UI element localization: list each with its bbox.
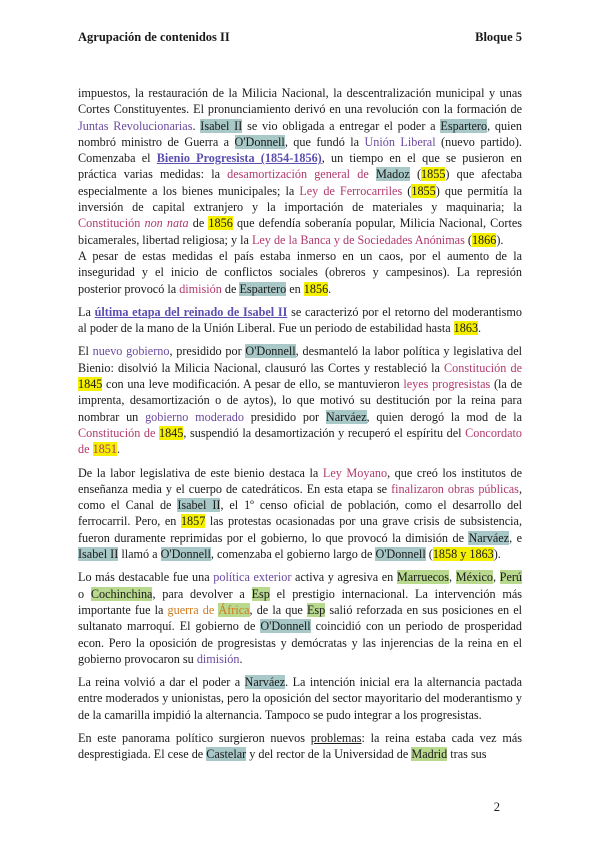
date-1866: 1866	[471, 232, 497, 247]
person-isabel: Isabel II	[177, 498, 221, 513]
term-constitucion-1845: Constitución de	[78, 425, 159, 440]
person-narvaez: Narváez	[244, 675, 286, 690]
term-ley-moyano: Ley Moyano	[322, 465, 388, 480]
paragraph-1: impuestos, la restauración de la Milicia Nacional, la descentralización municipal y unas Cortes Constituyentes. El pronunciamiento derivó en una revolución con la formación de Juntas Revolucionarias. Isabel II se vio obligada a entregar el poder a Espartero, quien nombró ministro de Guerra a O'Donnell, que fundó la Unión Liberal (nuevo partido). Comenzaba el Bienio Progresista (1854-1856), un tiempo en el que se pusieron en práctica varias medidas: la desamortización general de Madoz (1855) que afectaba especialmente a los bienes municipales; la Ley de Ferrocarriles (1855) que permitía la inversión de capital extranjero y la importación de materiales y maquinaria; la Constitución non nata de 1856 que defendía soberanía popular, Milicia Nacional, Cortes bicamerales, libertad religiosa; y la Ley de la Banca y de Sociedades Anónimas (1866).	[78, 86, 523, 247]
person-isabel: Isabel II	[78, 547, 119, 562]
date-1845: 1845	[78, 377, 103, 392]
paragraph-4: El nuevo gobierno, presidido por O'Donnell, desmanteló la labor política y legislativa del Bienio: disolvió la Milicia Nacional, clausuró las Cortes y restableció la Constitución de 1845 con una leve modificación. A pesar de ello, se mantuvieron leyes progresistas (la de imprenta, desamortización o de aytos), lo que motivó su destitución por la reina para nombrar un gobierno moderado presidido por Narváez, quien derogó la mod de la Constitución de 1845, suspendió la desamortización y recuperó el espíritu del Concordato de 1851.	[78, 344, 522, 457]
date-1857: 1857	[180, 514, 206, 529]
date-1855: 1855	[421, 167, 446, 182]
term-constitucion: Constitución	[78, 216, 141, 231]
paragraph-7: La reina volvió a dar el poder a Narváez. La intención inicial era la alternancia pactada entre moderados y unionistas, pero la oposición del sector mayoritario del moderantismo y de la camarilla impidió la alternancia. Tampoco se pudo integrar a los progresistas.	[78, 675, 522, 722]
term-dimision: dimisión	[179, 281, 222, 296]
date-1856: 1856	[208, 216, 233, 231]
place-espana: Esp	[306, 602, 326, 617]
place-cochinchina: Cochinchina	[90, 586, 153, 601]
person-madoz: Madoz	[375, 167, 410, 182]
person-narvaez: Narváez	[468, 530, 510, 545]
place-africa: África	[218, 602, 250, 617]
term-constitucion-1845: Constitución de	[444, 360, 522, 375]
person-odonnell: O'Donnell	[375, 547, 426, 562]
header-title: Agrupación de contenidos II	[78, 30, 230, 44]
term-leyes-progresistas: leyes progresistas	[403, 377, 491, 392]
person-odonnell: O'Donnell	[160, 547, 211, 562]
term-obras-publicas: finalizaron obras públicas	[391, 481, 519, 496]
paragraph-2: A pesar de estas medidas el país estaba inmerso en un caos, por el aumento de la inseguridad y el inicio de conflictos sociales (obreros y campesinos). La represión posterior provocó la dimisión de Espartero en 1856.	[78, 248, 522, 296]
person-espartero: Espartero	[239, 281, 287, 296]
paragraph-8: En este panorama político surgieron nuevos problemas: la reina estaba cada vez más desprestigiada. El cese de Castelar y del rector de la Universidad de Madrid tras sus	[78, 730, 522, 762]
term-concordato: Concordato de	[78, 425, 522, 457]
person-isabel: Isabel II	[200, 118, 243, 133]
person-odonnell: O'Donnell	[260, 619, 311, 634]
term-politica-exterior: política exterior	[213, 570, 292, 585]
place-mexico: México	[455, 570, 493, 585]
link-ultima-etapa[interactable]: última etapa del reinado de Isabel II	[94, 304, 288, 319]
paragraph-5: De la labor legislativa de este bienio destaca la Ley Moyano, que creó los institutos de enseñanza media y el cuerpo de catedráticos. En esta etapa se finalizaron obras públicas, como el Canal de Isabel II, el 1º censo oficial de población, como el desarrollo del ferrocarril. Pero, en 1857 las protestas ocasionadas por una grave crisis de subsistencia, fueron duramente reprimidas por el gobierno, lo que provocó la dimisión de Narváez, e Isabel II llamó a O'Donnell, comenzaba el gobierno largo de O'Donnell (1858 y 1863).	[78, 465, 523, 562]
person-odonnell: O'Donnell	[245, 344, 296, 359]
place-madrid: Madrid	[411, 747, 448, 762]
person-castelar: Castelar	[206, 747, 247, 762]
person-narvaez: Narváez	[325, 409, 367, 424]
date-1855: 1855	[411, 183, 436, 198]
page-header	[78, 30, 522, 46]
term-guerra-africa: guerra de	[167, 602, 219, 617]
date-1858-1863: 1858 y 1863	[432, 547, 494, 562]
link-bienio-progresista[interactable]: Bienio Progresista (1854-1856)	[156, 151, 322, 166]
term-gobierno-moderado: gobierno moderado	[145, 409, 244, 424]
term-ley-banca: Ley de la Banca y de Sociedades Anónimas	[251, 232, 465, 247]
term-ley-ferrocarriles: Ley de Ferrocarriles	[299, 183, 403, 198]
place-marruecos: Marruecos	[396, 570, 450, 585]
person-espartero: Espartero	[440, 118, 488, 133]
term-juntas: Juntas Revolucionarias	[78, 118, 193, 133]
header-section: Bloque 5	[475, 30, 522, 44]
place-espana: Esp	[251, 586, 270, 601]
term-nuevo-gobierno: nuevo gobierno	[92, 344, 170, 359]
term-desamortizacion: desamortización general de	[227, 167, 376, 182]
document-body	[78, 85, 522, 770]
place-peru: Perú	[499, 570, 523, 585]
date-1856: 1856	[303, 281, 329, 296]
date-1845: 1845	[158, 425, 184, 440]
paragraph-3: La última etapa del reinado de Isabel II se caracterizó por el retorno del moderantismo al poder de la mano de la Unión Liberal. Fue un periodo de estabilidad hasta 1863.	[78, 304, 522, 336]
date-1851: 1851	[92, 442, 117, 457]
page-number: 2	[493, 800, 500, 814]
date-1863: 1863	[453, 321, 479, 336]
term-union-liberal: Unión Liberal	[364, 134, 436, 149]
term-problemas: problemas	[310, 730, 362, 745]
person-odonnell: O'Donnell	[234, 134, 285, 149]
paragraph-6: Lo más destacable fue una política exterior activa y agresiva en Marruecos, México, Perú o Cochinchina, para devolver a Esp el prestigio internacional. La intervención más importante fue la guerra de África, de la que Esp salió reforzada en sus posiciones en el sultanato marroquí. El gobierno de O'Donnell coincidió con un periodo de prosperidad econ. Pero la oposición de progresistas y demócratas y las injerencias de la reina en el gobierno provocaron su dimisión.	[78, 570, 523, 666]
term-dimision: dimisión	[196, 651, 240, 666]
term-non-nata: non nata	[144, 216, 189, 231]
